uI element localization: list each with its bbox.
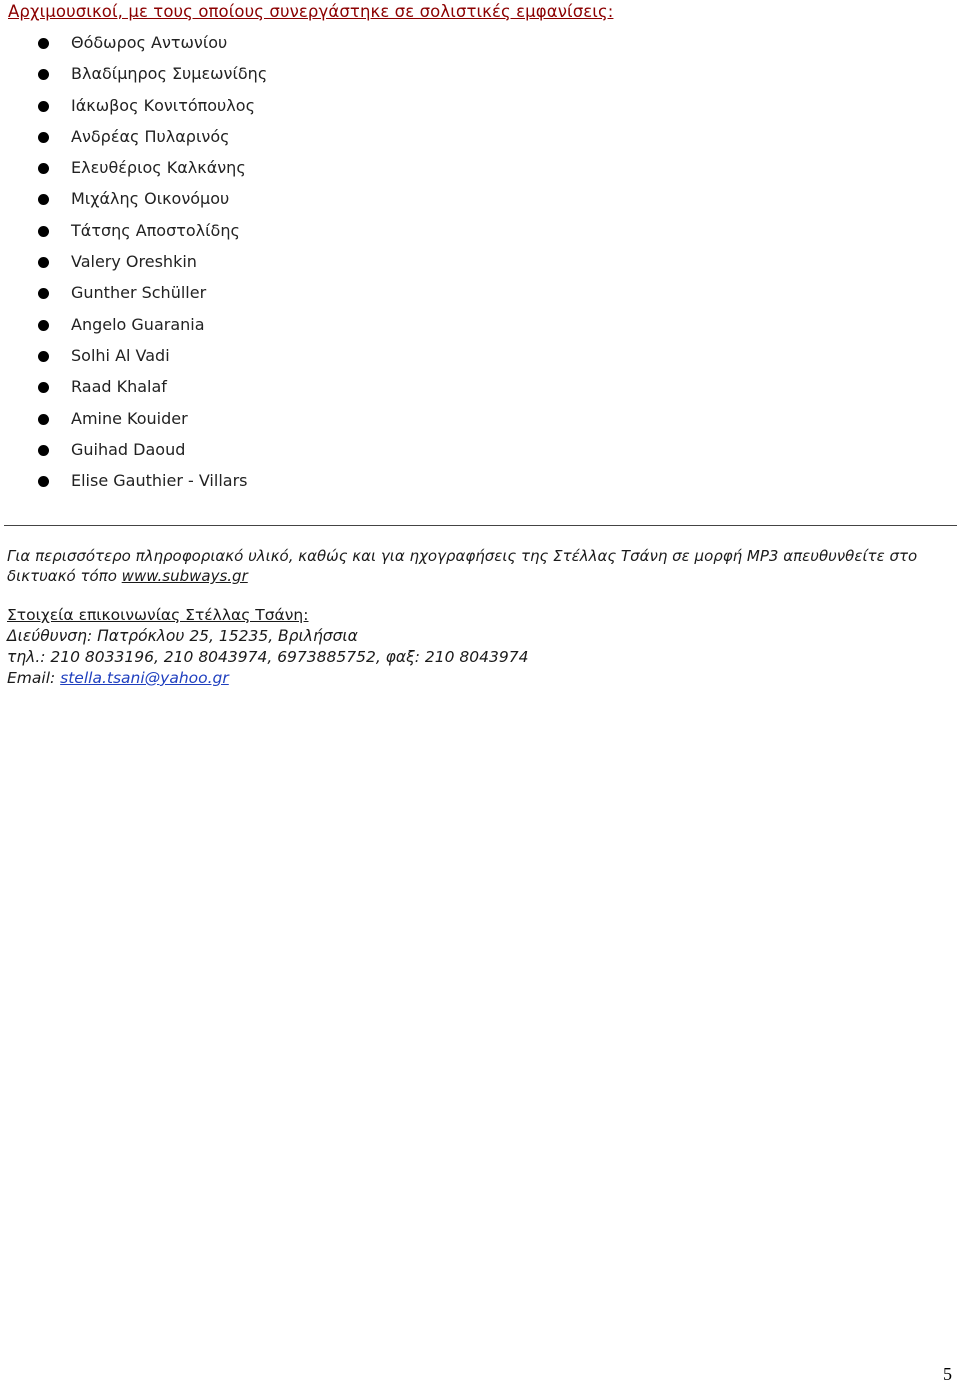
- list-item: [0, 156, 267, 187]
- bullet-icon: [38, 382, 49, 393]
- musician-name: Τάτσης Αποστολίδης: [71, 220, 240, 240]
- musician-name: Βλαδίμηρος Συμεωνίδης: [71, 64, 268, 84]
- bullet-icon: [38, 257, 49, 268]
- bullet-icon: [38, 445, 49, 456]
- bullet-icon: [38, 351, 49, 362]
- list-item: [0, 31, 267, 62]
- musician-name: Raad Khalaf: [71, 377, 167, 397]
- bullet-icon: [38, 194, 49, 205]
- contact-address: Διεύθυνση: Πατρόκλου 25, 15235, Βριλήσσια: [7, 627, 358, 645]
- bullet-icon: [38, 288, 49, 299]
- bullet-icon: [38, 476, 49, 487]
- contact-phones: τηλ.: 210 8033196, 210 8043974, 6973885752, φαξ: 210 8043974: [7, 648, 529, 666]
- section-heading: Αρχιμουσικοί, με τους οποίους συνεργάστηκε σε σολιστικές εμφανίσεις:: [8, 2, 614, 21]
- bullet-icon: [38, 132, 49, 143]
- musician-name: Angelo Guarania: [71, 314, 205, 334]
- list-item: [0, 438, 267, 469]
- list-item: [0, 407, 267, 438]
- contact-block: [7, 605, 528, 689]
- bullet-icon: [38, 69, 49, 80]
- bullet-icon: [38, 414, 49, 425]
- website-link[interactable]: www.subways.gr: [121, 567, 248, 585]
- list-item: [0, 375, 267, 406]
- musician-name: Amine Kouider: [71, 408, 188, 428]
- musician-name: Θόδωρος Αντωνίου: [71, 33, 228, 52]
- contact-title: Στοιχεία επικοινωνίας Στέλλας Τσάνη:: [7, 606, 309, 624]
- contact-email-line: [7, 668, 528, 689]
- list-item: [0, 344, 267, 375]
- bullet-icon: [38, 163, 49, 174]
- email-link[interactable]: stella.tsani@yahoo.gr: [60, 669, 229, 687]
- bullet-icon: [38, 226, 49, 237]
- bullet-icon: [38, 320, 49, 331]
- email-label: Email:: [7, 669, 61, 687]
- musician-name: Ανδρέας Πυλαρινός: [71, 126, 230, 146]
- list-item: [0, 62, 267, 93]
- musician-name: Guihad Daoud: [71, 439, 186, 459]
- musician-name: Elise Gauthier - Villars: [71, 471, 248, 491]
- list-item: [0, 187, 267, 218]
- list-item: [0, 281, 267, 312]
- list-item: [0, 250, 267, 281]
- musician-list: [0, 31, 267, 500]
- musician-name: Valery Oreshkin: [71, 252, 197, 272]
- musician-name: Μιχάλης Οικονόμου: [71, 189, 230, 209]
- info-paragraph: [7, 546, 955, 586]
- musician-name: Ιάκωβος Κονιτόπουλος: [71, 95, 255, 115]
- musician-name: Ελευθέριος Καλκάνης: [71, 158, 246, 178]
- list-item: [0, 219, 267, 250]
- horizontal-divider: [4, 525, 957, 526]
- page-number: 5: [943, 1364, 952, 1384]
- info-text: Για περισσότερο πληροφοριακό υλικό, καθώς και για ηχογραφήσεις της Στέλλας Τσάνη σε μορφή MP3 απευθυνθείτε στο δικτυακό τόπο: [7, 547, 918, 585]
- musician-name: Gunther Schüller: [71, 283, 207, 303]
- list-item: [0, 469, 267, 500]
- list-item: [0, 313, 267, 344]
- bullet-icon: [38, 101, 49, 112]
- bullet-icon: [38, 38, 49, 49]
- list-item: [0, 94, 267, 125]
- musician-name: Solhi Al Vadi: [71, 345, 170, 365]
- list-item: [0, 125, 267, 156]
